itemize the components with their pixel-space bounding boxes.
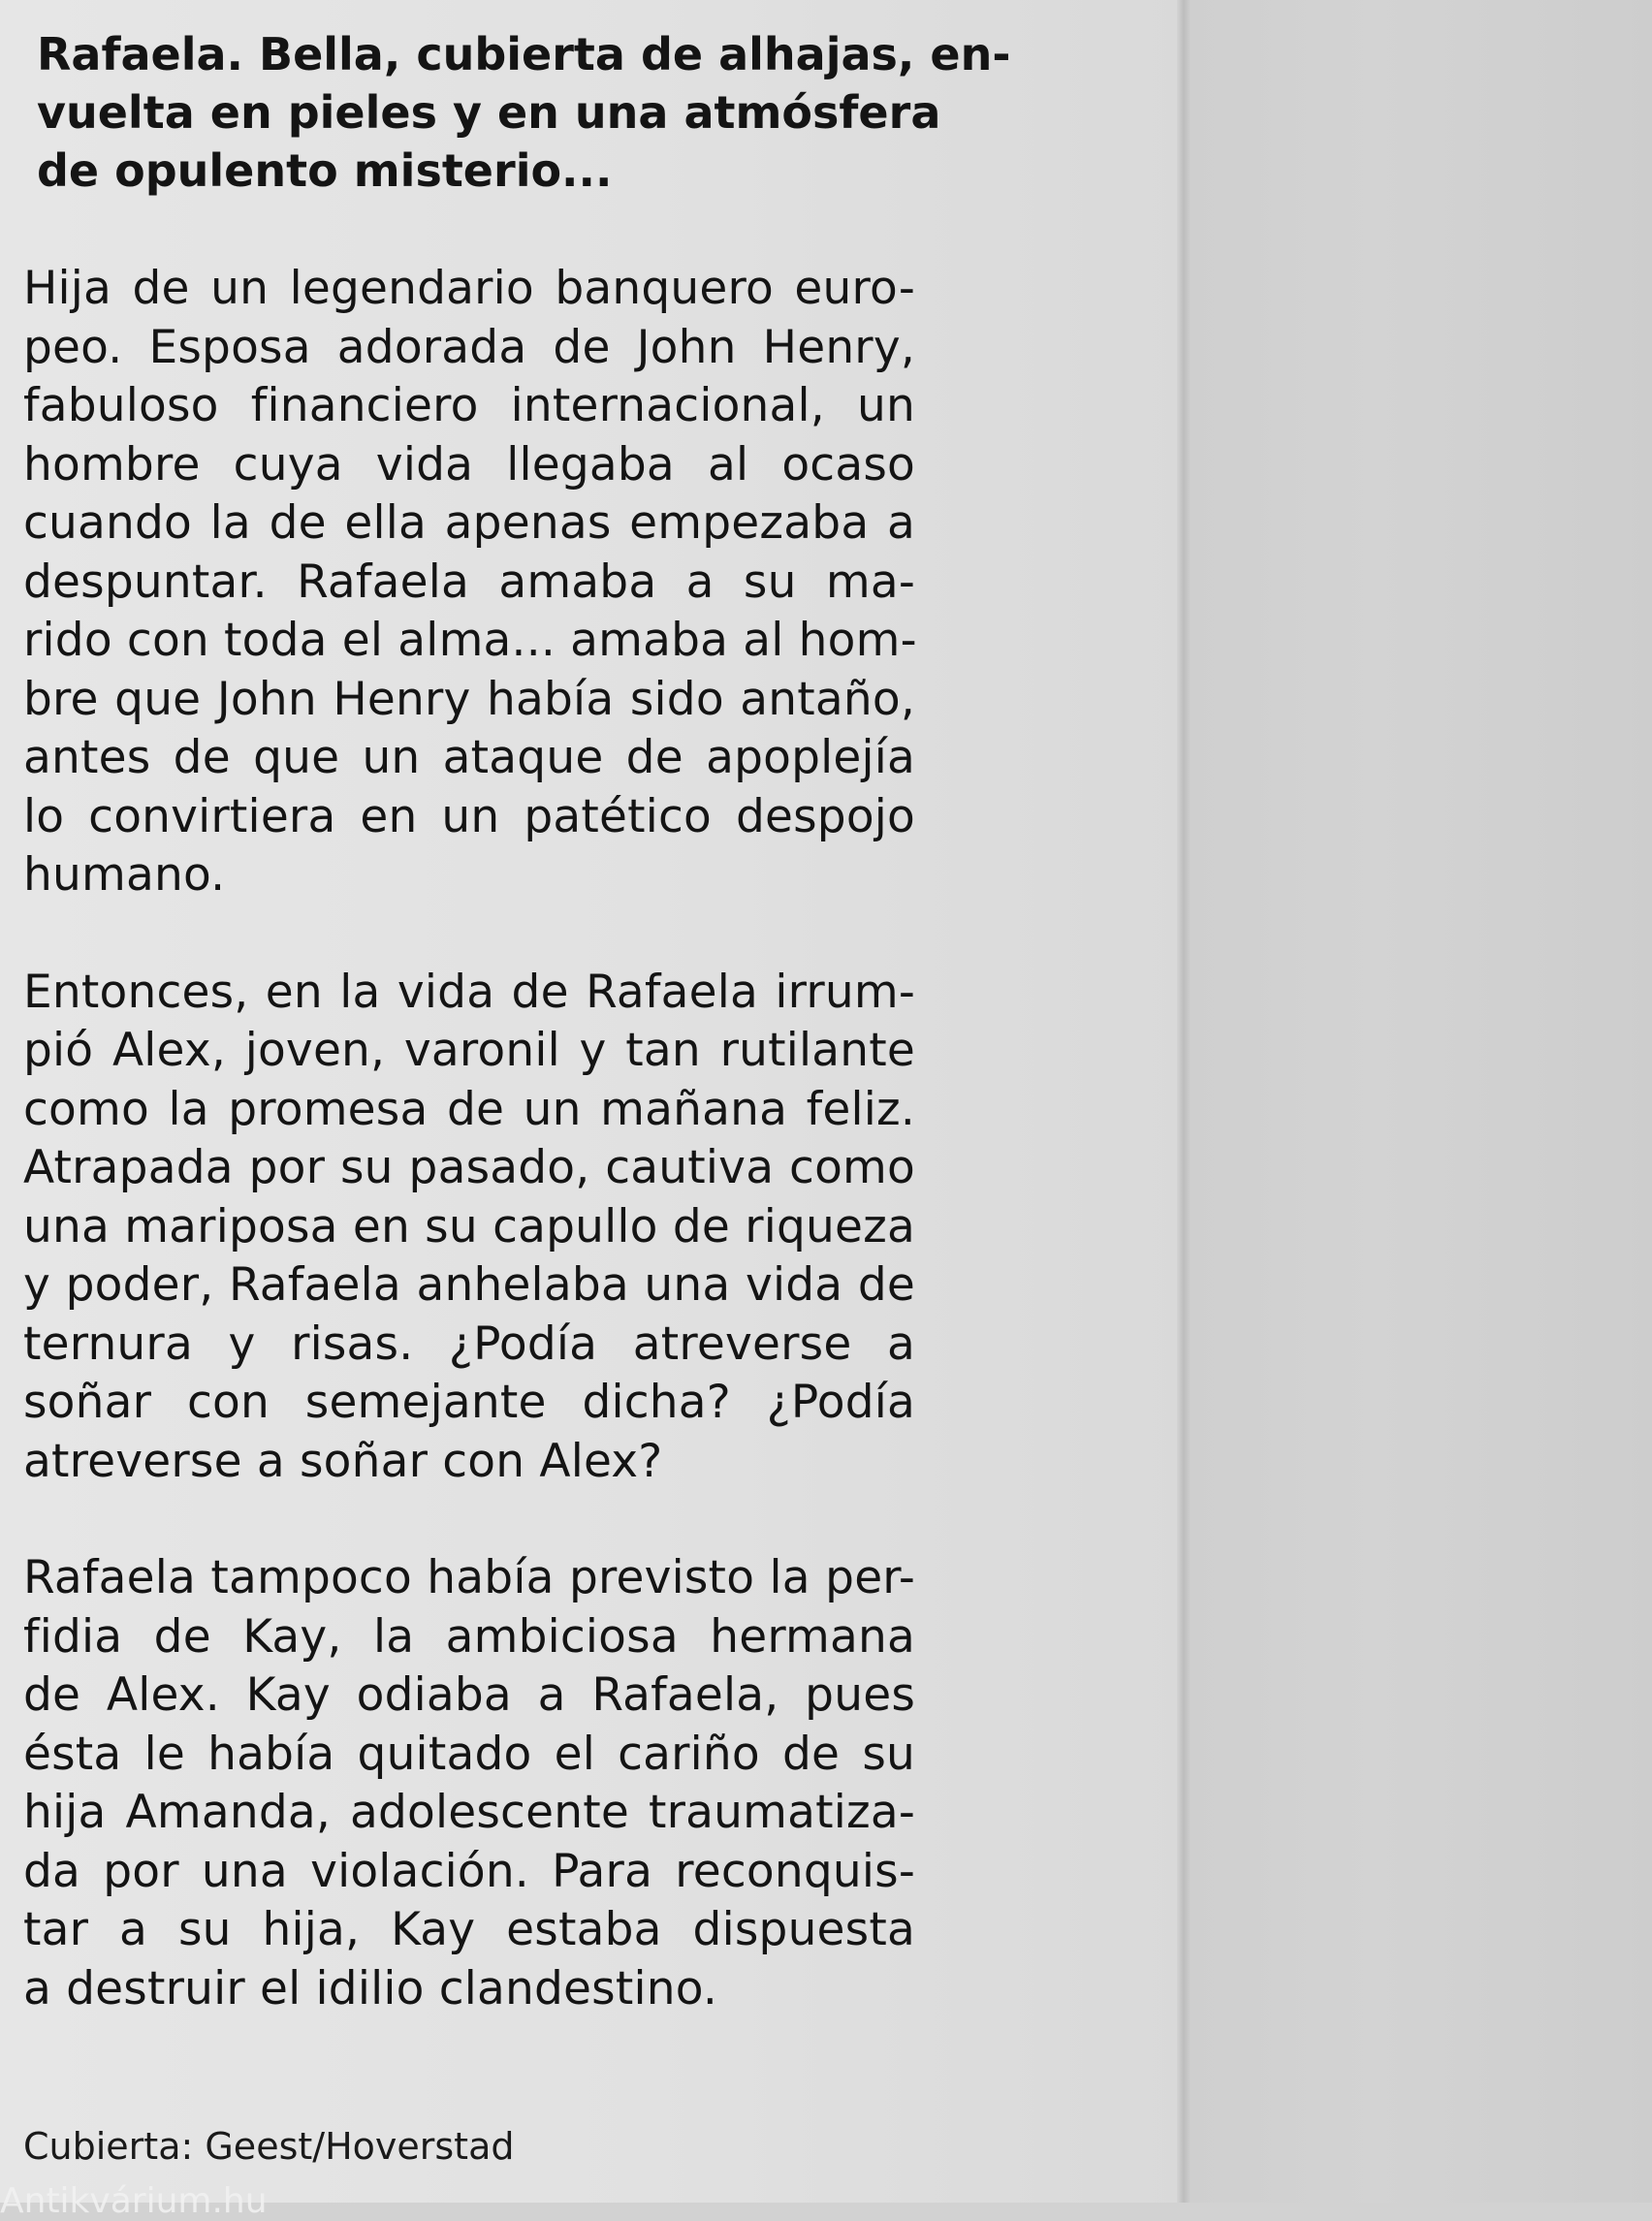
paragraph-line: cuando la de ella apenas empezaba a (23, 496, 915, 550)
paragraph-line: fidia de Kay, la ambiciosa hermana (23, 1609, 915, 1664)
cover-credit: Cubierta: Geest/Hoverstad (23, 2125, 515, 2168)
intro-line: Rafaela. Bella, cubierta de alhajas, en- (37, 28, 1011, 80)
paragraph-line: como la promesa de un mañana feliz. (23, 1082, 915, 1136)
paragraph-line: ésta le había quitado el cariño de su (23, 1727, 915, 1781)
paragraph-line: humano. (23, 848, 226, 902)
paragraph-line: tar a su hija, Kay estaba dispuesta (23, 1903, 915, 1956)
paragraph-line: una mariposa en su capullo de riqueza (23, 1199, 915, 1253)
intro-line: de opulento misterio... (37, 144, 613, 197)
intro-line: vuelta en pieles y en una atmósfera (37, 86, 941, 139)
paragraph-line: atreverse a soñar con Alex? (23, 1434, 663, 1488)
paragraph-line: Hija de un legendario banquero euro- (23, 262, 915, 315)
paragraph-line: de Alex. Kay odiaba a Rafaela, pues (23, 1668, 915, 1722)
blurb-text-column (23, 25, 1011, 2077)
paragraph-line: y poder, Rafaela anhelaba una vida de (23, 1258, 915, 1312)
paragraph-line: Entonces, en la vida de Rafaela irrum- (23, 965, 915, 1019)
paragraph-3 (23, 1549, 915, 2018)
paragraph-line: bre que John Henry había sido antaño, (23, 672, 915, 726)
paragraph-line: soñar con semejante dicha? ¿Podía (23, 1376, 915, 1429)
paragraph-line: a destruir el idilio clandestino. (23, 1961, 717, 2015)
background-surface (1191, 0, 1652, 2203)
paragraph-2 (23, 964, 915, 1492)
paragraph-line: despuntar. Rafaela amaba a su ma- (23, 555, 915, 609)
paragraph-line: peo. Esposa adorada de John Henry, (23, 320, 915, 374)
page-edge-shadow (1177, 0, 1191, 2203)
paragraph-line: lo convirtiera en un patético despojo (23, 789, 915, 843)
paragraph-line: pió Alex, joven, varonil y tan rutilante (23, 1024, 915, 1077)
paragraph-line: antes de que un ataque de apoplejía (23, 731, 915, 784)
paragraph-line: fabuloso financiero internacional, un (23, 379, 915, 432)
paragraph-line: hija Amanda, adolescente traumatiza- (23, 1786, 915, 1839)
paragraph-line: rido con toda el alma... amaba al hom- (23, 614, 917, 667)
paragraph-line: hombre cuya vida llegaba al ocaso (23, 437, 915, 492)
paragraph-line: ternura y risas. ¿Podía atreverse a (23, 1317, 915, 1371)
paragraph-line: da por una violación. Para reconquis- (23, 1844, 915, 1898)
intro-paragraph (37, 25, 1011, 200)
paragraph-line: Atrapada por su pasado, cautiva como (23, 1141, 915, 1194)
paragraph-1 (23, 260, 915, 905)
watermark-text: Antikvárium.hu (0, 2181, 268, 2221)
paragraph-line: Rafaela tampoco había previsto la per- (23, 1551, 915, 1604)
